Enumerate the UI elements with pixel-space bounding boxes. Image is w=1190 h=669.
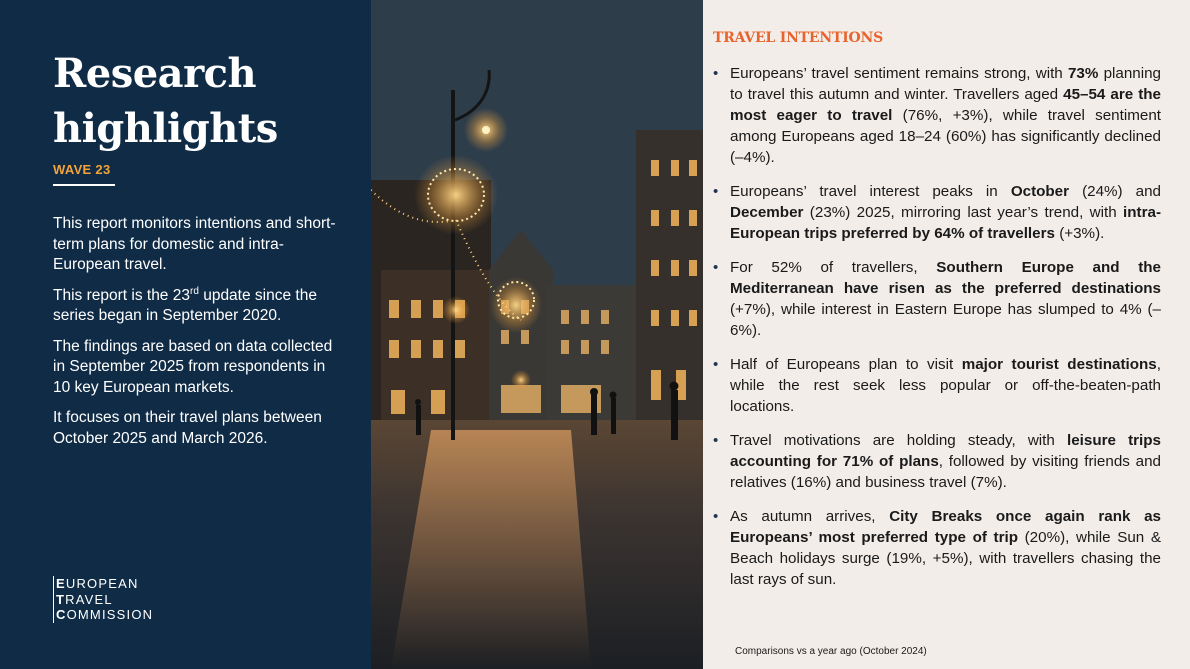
- logo-line-european: EUROPEAN: [53, 576, 153, 592]
- right-panel: [703, 0, 1190, 669]
- ordinal-suffix: rd: [189, 285, 199, 297]
- list-item: • Travel motivations are holding steady, with leisure trips accounting for 71% of plans, followed by visiting friends and relatives (16%) and business travel (7%).: [713, 430, 1161, 493]
- list-item: • As autumn arrives, City Breaks once again rank as Europeans’ most preferred type of trip (20%), while Sun & Beach holidays surge (19%, +5%), with travellers chasing the last rays of sun.: [713, 506, 1161, 590]
- wave-label: WAVE 23: [53, 162, 111, 177]
- etc-logo: [53, 576, 153, 623]
- intro-paragraph-1: This report monitors intentions and short-term plans for domestic and intra-European travel.: [53, 215, 336, 273]
- page-title: [53, 46, 353, 156]
- left-panel: [0, 0, 371, 669]
- logo-line-commission: COMMISSION: [53, 607, 153, 623]
- street-photo: [371, 0, 703, 669]
- list-item: • Europeans’ travel interest peaks in October (24%) and December (23%) 2025, mirroring last year’s trend, with intra-European trips preferred by 64% of travellers (+3%).: [713, 181, 1161, 244]
- wave-underline: [53, 184, 115, 186]
- list-item: • For 52% of travellers, Southern Europe and the Mediterranean have risen as the preferred destinations (+7%), while interest in Eastern Europe has slumped to 4% (–6%).: [713, 257, 1161, 341]
- intro-text: [53, 214, 345, 459]
- street-scene-illustration: [371, 0, 703, 669]
- title-line-2: highlights: [53, 105, 278, 152]
- intro-paragraph-4: It focuses on their travel plans between October 2025 and March 2026.: [53, 409, 322, 447]
- list-item: • Half of Europeans plan to visit major tourist destinations, while the rest seek less popular or off-the-beaten-path locations.: [713, 354, 1161, 417]
- title-line-1: Research: [53, 50, 257, 97]
- list-item: • Europeans’ travel sentiment remains strong, with 73% planning to travel this autumn and winter. Travellers aged 45–54 are the most eager to travel (76%, +3%), while travel sentiment among Europeans aged 18–24 (60%) has significantly declined (–4%).: [713, 63, 1161, 168]
- intro-paragraph-3: The findings are based on data collected in September 2025 from respondents in 10 key European markets.: [53, 337, 333, 396]
- logo-line-travel: TRAVEL: [53, 592, 153, 608]
- highlights-list: [713, 63, 1161, 603]
- intro-paragraph-2: This report is the 23rd update since the series began in September 2020.: [53, 285, 317, 324]
- section-title: TRAVEL INTENTIONS: [713, 30, 884, 46]
- footnote: Comparisons vs a year ago (October 2024): [735, 646, 927, 657]
